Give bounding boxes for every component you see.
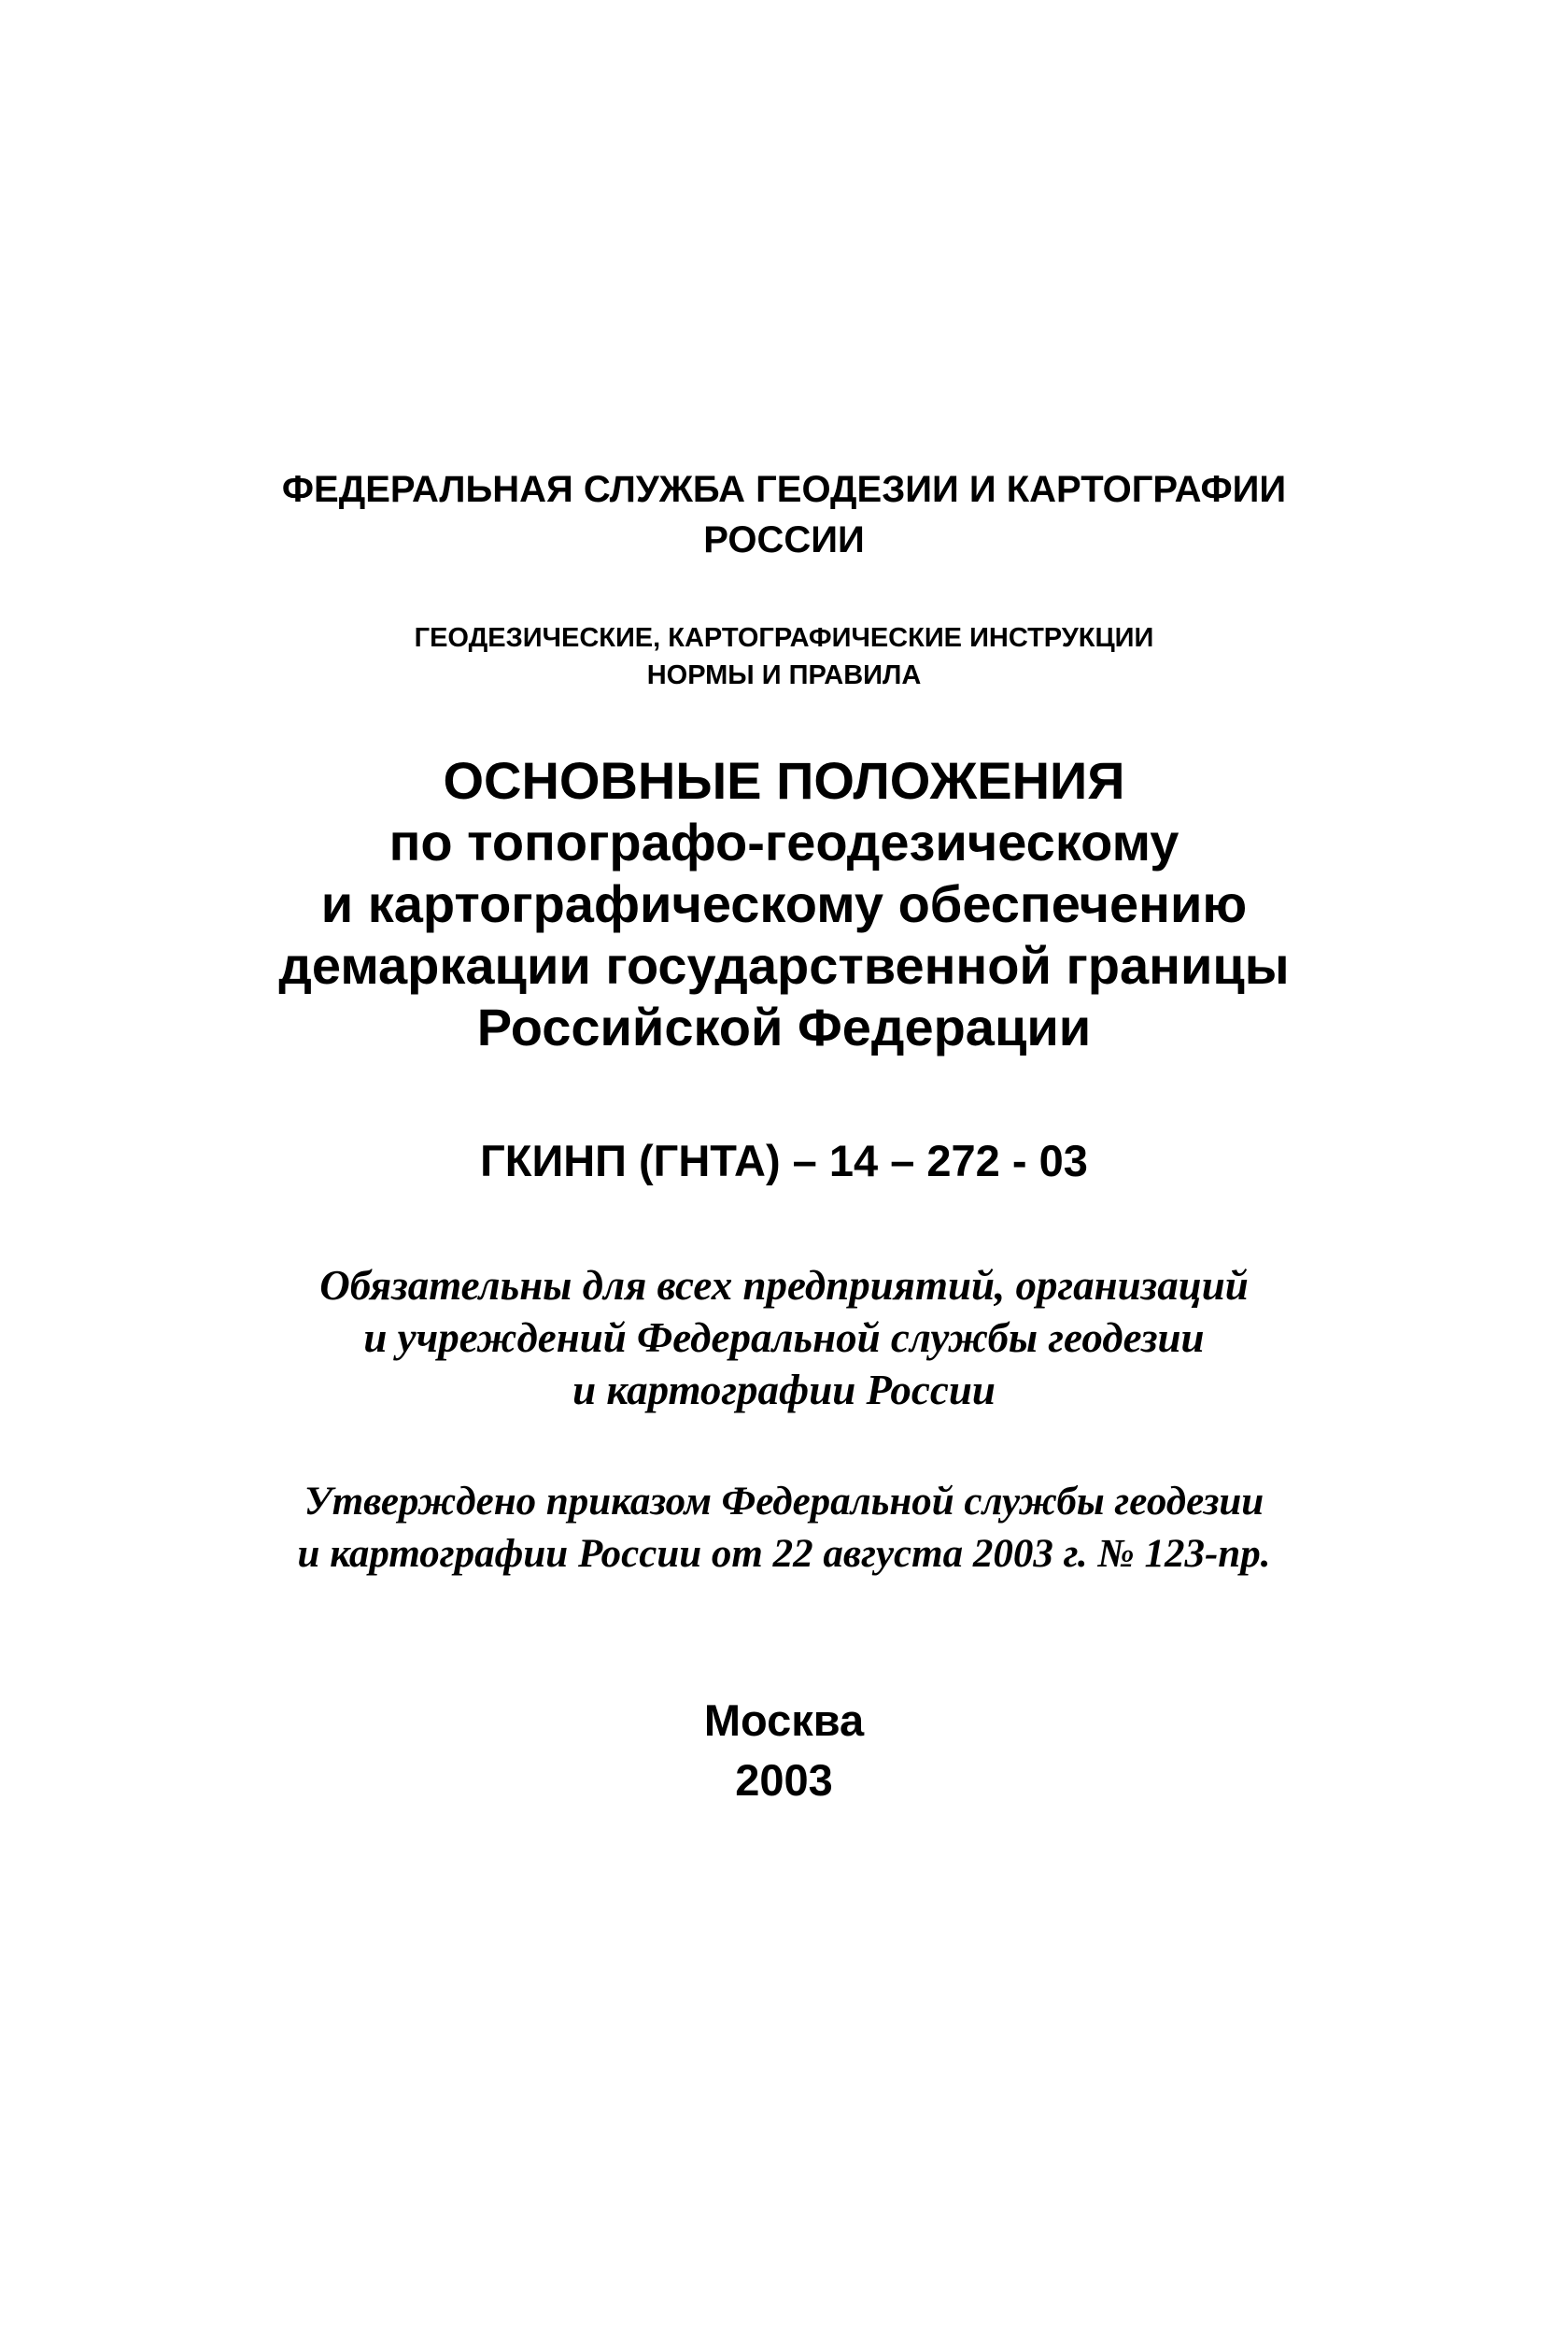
series-line-2: НОРМЫ И ПРАВИЛА: [646, 660, 922, 690]
mandatory-line-1: Обязательны для всех предприятий, организаций: [319, 1262, 1249, 1309]
agency-header: [0, 464, 1568, 565]
mandatory-note: [0, 1259, 1568, 1416]
series-header: [0, 619, 1568, 694]
mandatory-line-3: и картографии России: [572, 1367, 996, 1413]
series-line-1: ГЕОДЕЗИЧЕСКИЕ, КАРТОГРАФИЧЕСКИЕ ИНСТРУКЦИИ: [414, 623, 1154, 653]
agency-name: ФЕДЕРАЛЬНАЯ СЛУЖБА ГЕОДЕЗИИ И КАРТОГРАФИИ: [281, 469, 1287, 510]
approval-line-2: и картографии России от 22 августа 2003 г. № 123-пр.: [297, 1532, 1271, 1576]
title-line-2: по топографо-геодезическому: [388, 813, 1180, 872]
mandatory-line-2: и учреждений Федеральной службы геодезии: [363, 1314, 1205, 1361]
document-code: [0, 1132, 1568, 1190]
title-line-3: и картографическому обеспечению: [320, 874, 1248, 933]
document-code-text: ГКИНП (ГНТА) – 14 – 272 - 03: [480, 1136, 1088, 1185]
imprint: [0, 1691, 1568, 1810]
imprint-city: Москва: [703, 1695, 865, 1745]
title-line-5: Российской Федерации: [476, 998, 1092, 1056]
approval-line-1: Утверждено приказом Федеральной службы геодезии: [304, 1480, 1264, 1524]
title-line-1: ОСНОВНЫЕ ПОЛОЖЕНИЯ: [443, 751, 1125, 810]
agency-country: РОССИИ: [703, 519, 865, 560]
imprint-year: 2003: [735, 1755, 833, 1805]
approval-note: [0, 1476, 1568, 1581]
document-title: [0, 750, 1568, 1058]
title-line-4: демаркации государственной границы: [278, 936, 1290, 995]
